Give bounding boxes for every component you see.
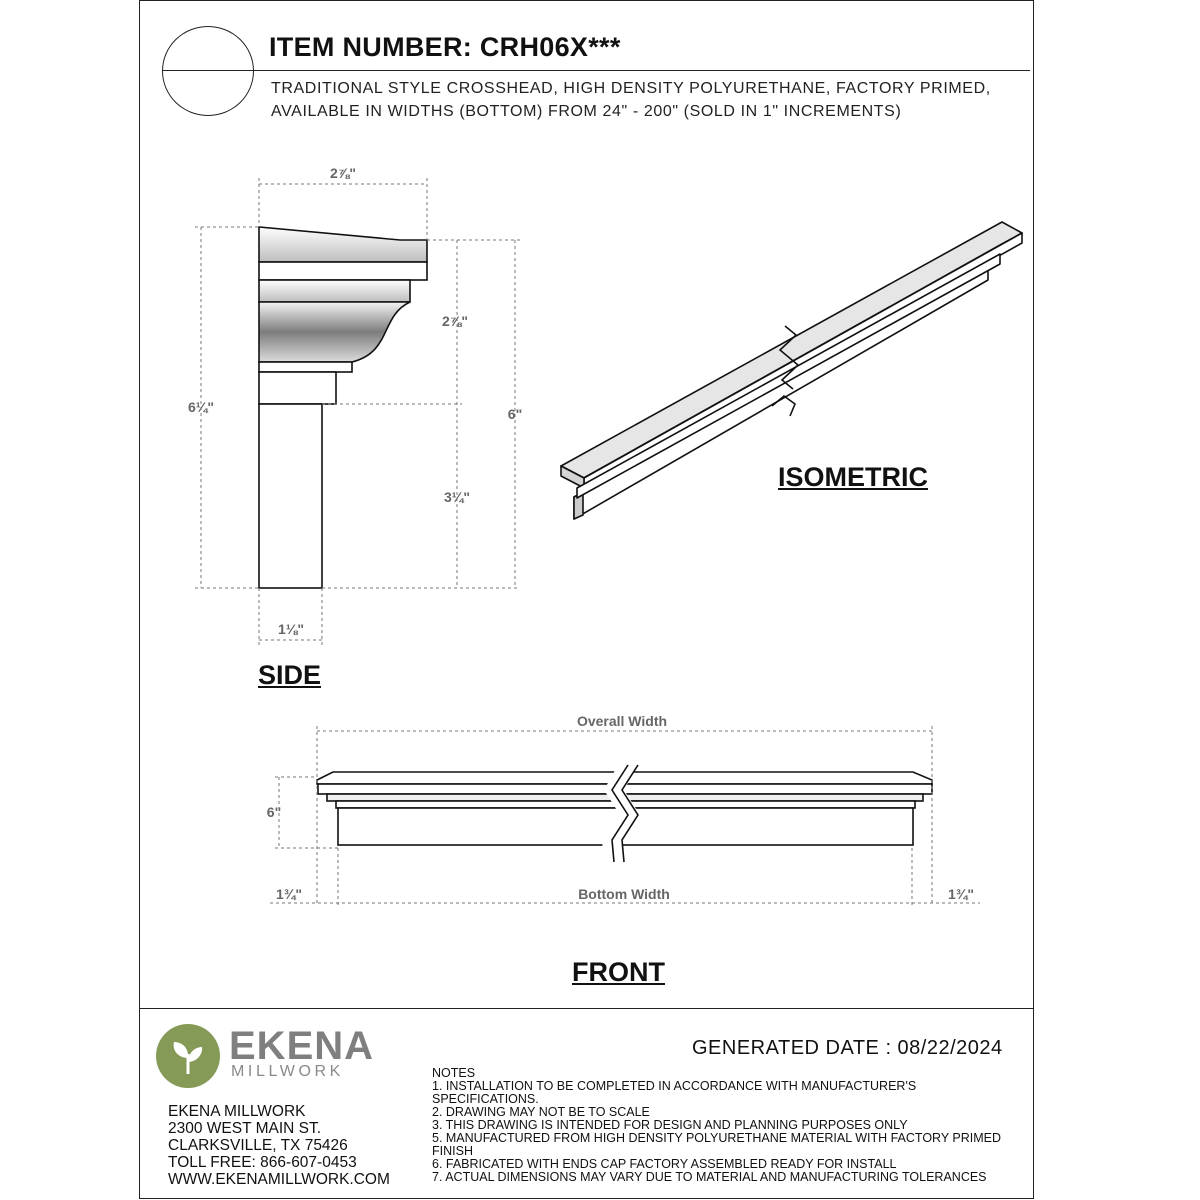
front-view-label: FRONT [572,957,665,987]
side-dim-lower-height: 3¼" [443,489,471,505]
front-dim-left-overhang: 1¾" [275,886,303,902]
website-link[interactable]: WWW.EKENAMILLWORK.COM [168,1171,390,1188]
brand-name: EKENA [229,1024,375,1068]
side-dim-total-height-right: 6" [507,406,523,422]
generated-date: GENERATED DATE : 08/22/2024 [692,1037,1003,1059]
front-dim-overall-width: Overall Width [576,713,668,729]
side-bead [259,362,352,372]
side-fillet [259,280,410,302]
notes-line: SPECIFICATIONS. [432,1092,539,1106]
company-address [168,1103,390,1188]
notes-line: 3. THIS DRAWING IS INTENDED FOR DESIGN AND PLANNING PURPOSES ONLY [432,1118,908,1132]
front-dim-bottom-width: Bottom Width [578,886,670,902]
side-cove [259,302,410,362]
notes-block [432,1067,1032,1184]
side-view-label: SIDE [258,660,322,690]
side-fascia [259,262,427,280]
ekena-logo-icon [156,1024,220,1088]
notes-line: 7. ACTUAL DIMENSIONS MAY VARY DUE TO MATERIAL AND MANUFACTURING TOLERANCES [432,1170,987,1184]
notes-line: 1. INSTALLATION TO BE COMPLETED IN ACCORDANCE WITH MANUFACTURER'S [432,1079,917,1093]
isometric-view-label: ISOMETRIC [778,462,929,492]
side-dim-top-width: 2⅞" [329,165,357,181]
notes-line: NOTES [432,1066,476,1080]
leaf-icon [156,1024,220,1088]
address-line: EKENA MILLWORK [168,1103,306,1120]
address-line: CLARKSVILLE, TX 75426 [168,1137,348,1154]
brand-subtitle: MILLWORK [231,1063,344,1080]
side-dim-total-height-left: 6¼" [187,399,215,415]
notes-line: FINISH [432,1144,473,1158]
side-cap [259,227,427,262]
notes-line: 5. MANUFACTURED FROM HIGH DENSITY POLYURETHANE MATERIAL WITH FACTORY PRIMED [432,1131,1002,1145]
front-dim-height: 6" [266,804,282,820]
description-line-1: TRADITIONAL STYLE CROSSHEAD, HIGH DENSITY POLYURETHANE, FACTORY PRIMED, [271,80,991,97]
side-dim-bottom-width: 1⅛" [277,621,305,637]
iso-top-slope [561,222,1022,478]
front-dim-right-overhang: 1¾" [947,886,975,902]
notes-line: 6. FABRICATED WITH ENDS CAP FACTORY ASSEMBLED READY FOR INSTALL [432,1157,897,1171]
address-line: TOLL FREE: 866-607-0453 [168,1154,357,1171]
item-number-title: ITEM NUMBER: CRH06X*** [269,32,621,62]
notes-line: 2. DRAWING MAY NOT BE TO SCALE [432,1105,650,1119]
side-bed [259,372,336,404]
address-line: 2300 WEST MAIN ST. [168,1120,322,1137]
description-line-2: AVAILABLE IN WIDTHS (BOTTOM) FROM 24" - 200" (SOLD IN 1" INCREMENTS) [271,103,902,120]
side-view-profile [259,227,427,588]
side-dim-upper-height: 2⅞" [441,313,469,329]
side-frieze [259,404,322,588]
